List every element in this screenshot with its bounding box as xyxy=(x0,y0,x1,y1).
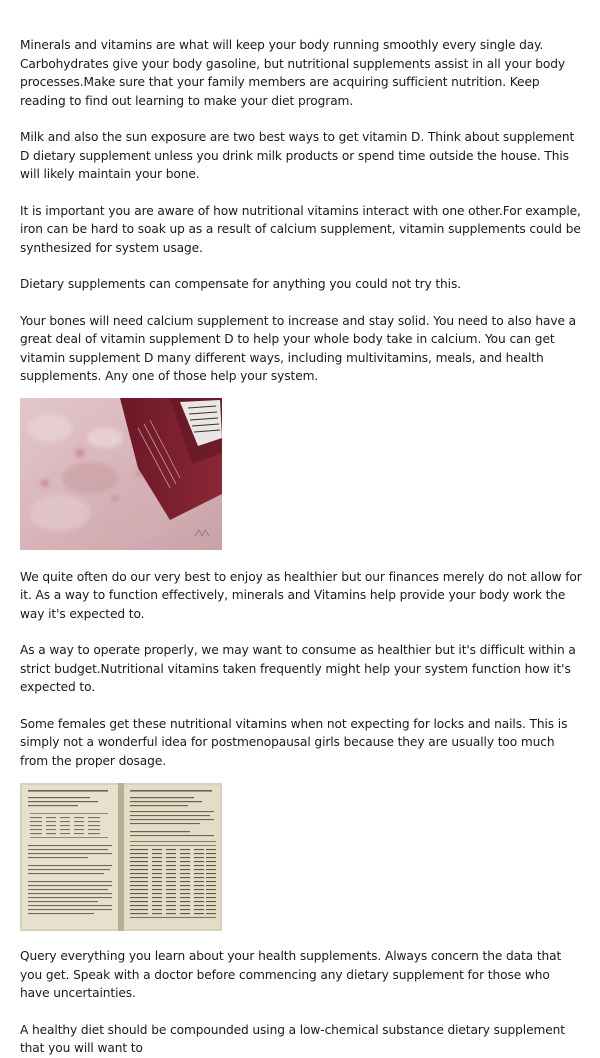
paragraph-compensate: Dietary supplements can compensate for anything you could not try this. xyxy=(20,277,461,291)
paragraph-finances: We quite often do our very best to enjoy as healthier but our finances merely do not allow for it. As a way to function effectively, minerals and Vitamins help provide your body work the way it's expected to. xyxy=(20,569,582,621)
paragraph-calcium: Your bones will need calcium supplement to increase and stay solid. You need to also have a great deal of vitamin supplement D to help your whole body take in calcium. You can get vitamin supplement D many different ways, including multivitamins, meals, and health supplements. Any one of those help your system. xyxy=(20,313,577,383)
meat-package-image xyxy=(20,398,222,550)
paragraph-females: Some females get these nutritional vitamins when not expecting for locks and nails. This is simply not a wonderful idea for postmenopausal girls because they are usually too much from the proper dosage. xyxy=(20,716,568,768)
article-body xyxy=(20,36,582,1058)
paragraph-vitamin-d: Milk and also the sun exposure are two best ways to get vitamin D. Think about supplement D dietary supplement unless you drink milk products or spend time outside the house. This will likely maintain your bone. xyxy=(20,130,575,181)
paragraph-interactions: It is important you are aware of how nutritional vitamins interact with one other.For example, iron can be hard to soak up as a result of calcium supplement, vitamin supplements could be synthesized for system usage. xyxy=(20,203,581,255)
paragraph-query: Query everything you learn about your health supplements. Always concern the data that you get. Speak with a doctor before commencing any dietary supplement for those who have uncertainties. xyxy=(20,949,562,1000)
paragraph-intro: Minerals and vitamins are what will keep your body running smoothly every single day. Carbohydrates give your body gasoline, but nutritional supplements assist in all your body processes.Make sure that your family members are acquiring sufficient nutrition. Keep reading to find out learning to make your diet program. xyxy=(20,38,566,108)
book-spread-image xyxy=(20,783,222,931)
paragraph-budget: As a way to operate properly, we may want to consume as healthier but it's difficult within a strict budget.Nutritional vitamins taken frequently might help your system function how it's expected to. xyxy=(20,643,576,694)
paragraph-healthy-diet: A healthy diet should be compounded using a low-chemical substance dietary supplement that you will want to xyxy=(20,1022,565,1055)
